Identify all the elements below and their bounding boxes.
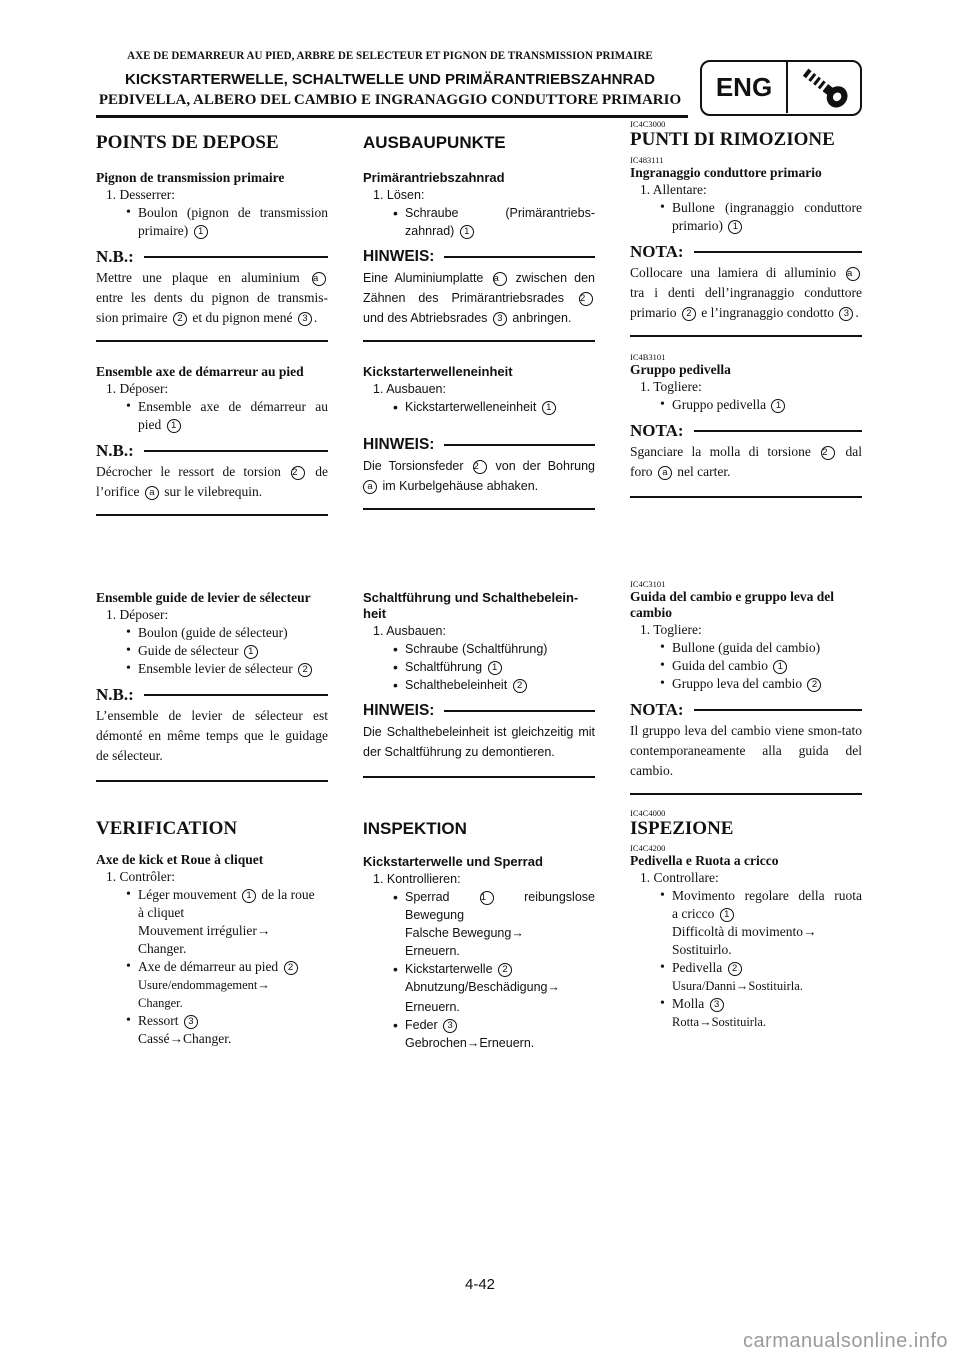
- it-bullet: • Gruppo pedivella 1: [630, 396, 862, 414]
- fr-note-line: sion primaire 2 et du pignon mené 3 .: [96, 310, 318, 325]
- de-inspection-section: [363, 818, 595, 840]
- it-block-shift-guide: [630, 579, 862, 795]
- fr-step: 1. Contrôler:: [106, 869, 175, 884]
- fr-bullet: • Axe de démarreur au pied 2: [96, 958, 328, 976]
- it-note-header: NOTA:: [630, 241, 862, 263]
- it-note-line: Sganciare la molla di torsione 2 dal: [630, 444, 863, 459]
- de-note-end-rule: [363, 508, 595, 510]
- it-note-end-rule: [630, 335, 862, 337]
- it-note-end-rule: [630, 793, 862, 795]
- de-note-text: Die Schalthebeleinheit ist gleichzeitig mit der Schaltführung zu demontieren.: [363, 725, 595, 759]
- fr-bullet-cont: Cassé→Changer.: [138, 1031, 232, 1046]
- de-note-header: HINWEIS:: [363, 700, 595, 722]
- it-note-line: Collocare una lamiera di alluminio a: [630, 263, 862, 283]
- fr-bullet-cont: pied 1: [96, 416, 328, 434]
- de-note-end-rule: [363, 776, 595, 778]
- fr-bullet-cont: primaire) 1: [96, 222, 328, 240]
- it-removal-section: [630, 119, 862, 151]
- section-badge: [700, 60, 862, 116]
- it-section-title: ISPEZIONE: [630, 818, 734, 839]
- de-bullet-cont: Falsche Bewegung→: [405, 926, 524, 940]
- de-bullet: • Sperrad 1 reibungslose: [363, 888, 595, 906]
- it-block-primary-gear: [630, 155, 862, 337]
- de-bullet: • Kickstarterwelle 2: [363, 960, 595, 978]
- fr-note-text: L’ensemble de levier de sélecteur est démonté en même temps que le guidage de sélecteur.: [96, 708, 328, 763]
- fr-section-title: VERIFICATION: [96, 818, 238, 839]
- it-bullet: • Bullone (guida del cambio): [630, 639, 862, 657]
- fr-note-end-rule: [96, 514, 328, 516]
- fr-subtitle: Pignon de transmission primaire: [96, 170, 285, 185]
- it-bullet-cont: Sostituirlo.: [672, 942, 732, 957]
- de-section-title: AUSBAUPUNKTE: [363, 133, 506, 152]
- de-subtitle-cont: heit: [363, 606, 387, 621]
- it-bullet: • Movimento regolare della ruota: [630, 887, 862, 905]
- fr-note-header: N.B.:: [96, 246, 328, 268]
- it-bullet: • Bullone (ingranaggio conduttore: [630, 199, 862, 217]
- de-bullet-cont: Erneuern.: [405, 1000, 460, 1014]
- fr-step: 1. Desserrer:: [106, 187, 175, 202]
- fr-note-line: entre les dents du pignon de transmis-: [96, 290, 328, 305]
- fr-note-end-rule: [96, 780, 328, 782]
- de-block-shift-guide: [363, 590, 595, 778]
- fr-subtitle: Ensemble guide de levier de sélecteur: [96, 590, 311, 605]
- it-bullet: • Molla 3: [630, 995, 862, 1013]
- fr-block-kick-axle: [96, 364, 328, 516]
- de-bullet-cont: Bewegung: [405, 908, 465, 922]
- de-bullet: • Schalthebeleinheit 2: [363, 676, 595, 694]
- fr-block-primary-gear: [96, 170, 328, 342]
- it-bullet-cont: Usura/Danni→Sostituirla.: [672, 979, 803, 993]
- fr-note-line: l’orifice a sur le vilebrequin.: [96, 484, 263, 499]
- de-note-line: a im Kurbelgehäuse abhaken.: [363, 476, 595, 496]
- de-step: 1. Kontrollieren:: [373, 872, 461, 886]
- it-code: IC4C4200: [630, 843, 666, 853]
- it-code: IC4B3101: [630, 352, 666, 362]
- de-bullet-cont: Erneuern.: [405, 944, 460, 958]
- fr-bullet: • Guide de sélecteur 1: [96, 642, 328, 660]
- watermark-link[interactable]: carmanualsonline.info: [742, 1330, 948, 1352]
- it-subtitle: Gruppo pedivella: [630, 362, 731, 377]
- de-subtitle: Primärantriebszahnrad: [363, 170, 505, 185]
- de-note-line: Zähnen des Primärantriebsrades 2: [363, 288, 595, 308]
- it-bullet-cont: Rotta→Sostituirla.: [672, 1015, 767, 1029]
- de-subtitle: Kickstarterwelle und Sperrad: [363, 854, 543, 869]
- fr-bullet-cont: Mouvement irrégulier→: [138, 923, 271, 938]
- it-note-header: NOTA:: [630, 699, 862, 721]
- ref-marker: a: [312, 272, 326, 286]
- fr-bullet: • Boulon (pignon de transmission: [96, 204, 328, 222]
- it-step: 1. Allentare:: [640, 182, 707, 197]
- it-code: IC4C4000: [630, 808, 666, 818]
- it-block-kick-group: [630, 352, 862, 498]
- it-note-line: tra i denti dell’ingranaggio conduttore: [630, 285, 862, 300]
- de-note-line: Eine Aluminiumplatte a zwischen den: [363, 271, 596, 285]
- badge-divider: [786, 62, 788, 113]
- de-note-line: Die Torsionsfeder 2 von der Bohrung: [363, 459, 595, 473]
- it-step: 1. Togliere:: [640, 379, 702, 394]
- de-bullet: • Kickstarterwelleneinheit 1: [363, 398, 595, 416]
- fr-subtitle: Ensemble axe de démarreur au pied: [96, 364, 304, 379]
- badge-label: ENG: [715, 72, 773, 102]
- de-note-end-rule: [363, 340, 595, 342]
- de-bullet: • Schraube (Schaltführung): [363, 640, 595, 658]
- it-subtitle: Pedivella e Ruota a cricco: [630, 853, 779, 868]
- it-note-header: NOTA:: [630, 420, 862, 442]
- de-block-kick-unit: [363, 364, 595, 510]
- it-code: IC4C3000: [630, 119, 666, 129]
- fr-bullet-cont: Changer.: [138, 941, 187, 956]
- fr-step: 1. Déposer:: [106, 381, 169, 396]
- it-note-line: foro a nel carter.: [630, 464, 731, 479]
- header-rule: [96, 115, 688, 118]
- it-step: 1. Controllare:: [640, 870, 719, 885]
- de-note-line: und des Abtriebsrades 3 anbringen.: [363, 311, 572, 325]
- page-number: 4-42: [464, 1276, 496, 1293]
- it-subtitle: Ingranaggio conduttore primario: [630, 165, 822, 180]
- it-note-text: Il gruppo leva del cambio viene smon-tato contemporaneamente alla guida del cambio.: [630, 723, 862, 778]
- it-bullet: • Gruppo leva del cambio 2: [630, 675, 862, 693]
- de-bullet-cont: Abnutzung/Beschädigung→: [405, 980, 560, 994]
- fr-bullet-cont: Changer.: [138, 996, 183, 1010]
- de-bullet: • Schraube (Primärantriebs-: [363, 204, 595, 222]
- de-bullet-cont: Gebrochen→Erneuern.: [405, 1036, 535, 1050]
- header-title-it: PEDIVELLA, ALBERO DEL CAMBIO E INGRANAGGIO CONDUTTORE PRIMARIO: [98, 92, 682, 108]
- it-bullet-cont: a cricco 1: [630, 905, 862, 923]
- de-bullet: • Schaltführung 1: [363, 658, 595, 676]
- it-block-kick-check: [630, 843, 862, 1031]
- fr-section-title: POINTS DE DEPOSE: [96, 132, 279, 153]
- it-bullet-cont: Difficoltà di movimento→: [672, 924, 817, 939]
- de-block-primary-gear: [363, 170, 595, 342]
- de-note-header: HINWEIS:: [363, 246, 595, 268]
- de-step: 1. Ausbauen:: [373, 382, 446, 396]
- fr-block-kick-check: [96, 852, 328, 1048]
- fr-bullet: • Boulon (guide de sélecteur): [96, 624, 328, 642]
- fr-subtitle: Axe de kick et Roue à cliquet: [96, 852, 264, 867]
- it-bullet-cont: primario) 1: [630, 217, 862, 235]
- de-removal-section: [363, 132, 595, 154]
- it-inspection-section: [630, 808, 862, 840]
- fr-note-end-rule: [96, 340, 328, 342]
- fr-note-header: N.B.:: [96, 440, 328, 462]
- it-bullet: • Guida del cambio 1: [630, 657, 862, 675]
- it-code: IC4C3101: [630, 579, 666, 589]
- de-bullet-cont: zahnrad) 1: [363, 222, 595, 240]
- it-subtitle-cont: cambio: [630, 605, 672, 620]
- it-step: 1. Togliere:: [640, 622, 702, 637]
- fr-removal-section: [96, 132, 328, 154]
- fr-bullet: • Léger mouvement 1 de la roue: [96, 886, 328, 904]
- it-section-title: PUNTI DI RIMOZIONE: [630, 129, 835, 150]
- fr-step: 1. Déposer:: [106, 607, 169, 622]
- it-bullet: • Pedivella 2: [630, 959, 862, 977]
- fr-bullet: • Ensemble levier de sélecteur 2: [96, 660, 328, 678]
- de-block-kick-check: [363, 854, 595, 1052]
- fr-block-shift-guide: [96, 590, 328, 782]
- it-note-end-rule: [630, 496, 862, 498]
- de-note-header: HINWEIS:: [363, 434, 595, 456]
- fr-inspection-section: [96, 818, 328, 840]
- header-title-de: KICKSTARTERWELLE, SCHALTWELLE UND PRIMÄRANTRIEBSZAHNRAD: [125, 71, 655, 88]
- it-subtitle: Guida del cambio e gruppo leva del: [630, 589, 835, 604]
- fr-note-line: Mettre une plaque en aluminium a: [96, 268, 328, 288]
- fr-note-header: N.B.:: [96, 684, 328, 706]
- de-section-title: INSPEKTION: [363, 819, 467, 838]
- fr-bullet: • Ressort 3: [96, 1012, 328, 1030]
- ref-marker: 1: [194, 225, 208, 239]
- wrench-icon: [794, 66, 856, 110]
- de-step: 1. Ausbauen:: [373, 624, 446, 638]
- de-subtitle: Kickstarterwelleneinheit: [363, 364, 513, 379]
- fr-bullet-cont: Usure/endommagement→: [138, 978, 270, 992]
- de-subtitle: Schaltführung und Schalthebelein-: [363, 590, 579, 605]
- de-bullet: • Feder 3: [363, 1016, 595, 1034]
- de-step: 1. Lösen:: [373, 188, 425, 202]
- fr-note-line: Décrocher le ressort de torsion 2 de: [96, 464, 329, 479]
- fr-bullet-cont: à cliquet: [138, 905, 185, 920]
- header-title-fr: AXE DE DEMARREUR AU PIED, ARBRE DE SELECTEUR ET PIGNON DE TRANSMISSION PRIMAIRE: [127, 50, 653, 62]
- it-note-line: primario 2 e l’ingranaggio condotto 3 .: [630, 305, 859, 320]
- it-code: IC483111: [630, 155, 664, 165]
- fr-bullet: • Ensemble axe de démarreur au: [96, 398, 328, 416]
